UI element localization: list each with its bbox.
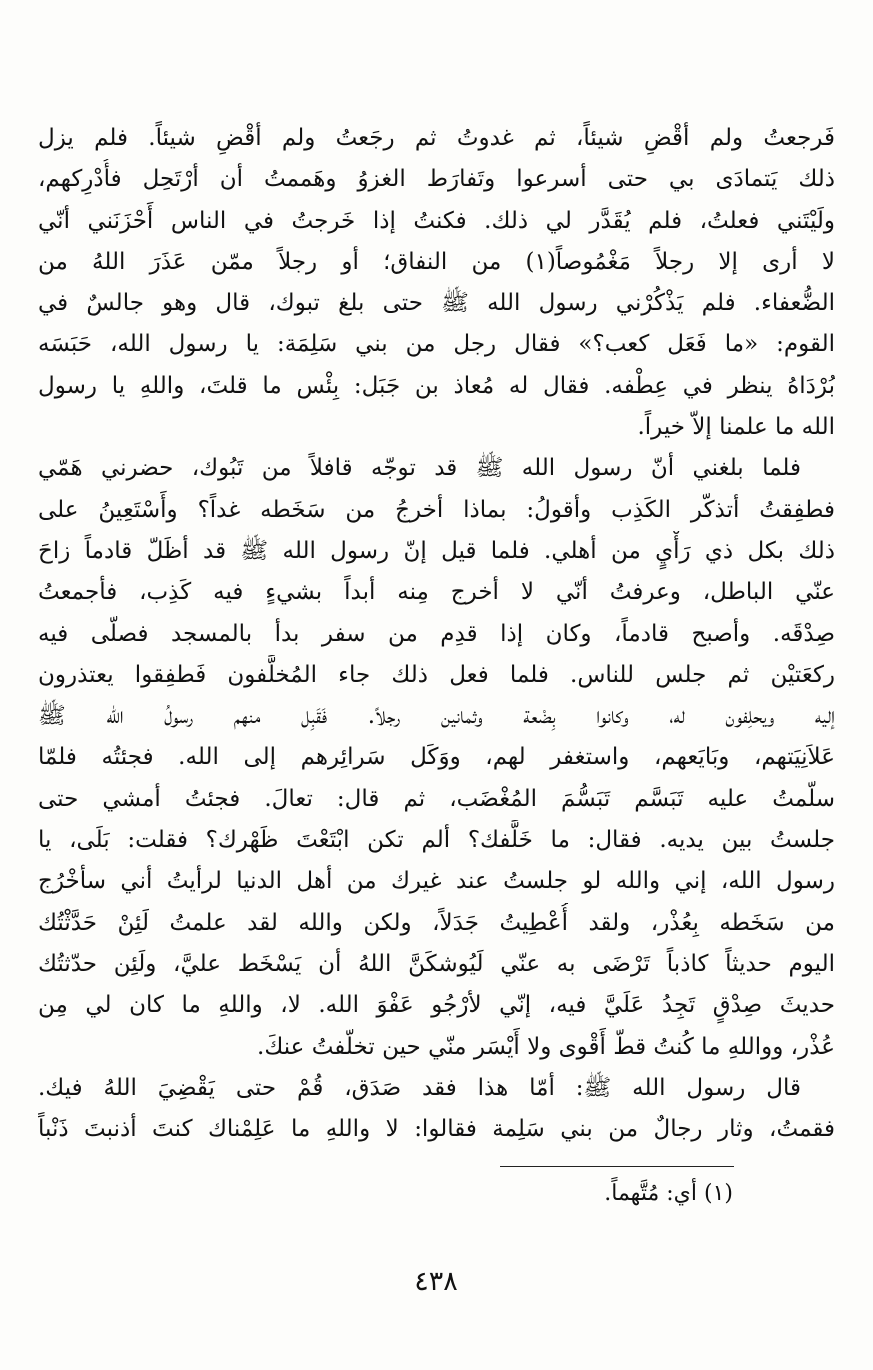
text-line: الضُّعفاء. فلم يَذْكُرْني رسول الله ﷺ حتى بلغ تبوك، قال وهو جالسٌ في [38,290,835,317]
text-line: عنّي الباطل، وعرفتُ أنّي لا أخرج مِنه أبداً بشيءٍ فيه كَذِب، فأجمعتُ [38,579,835,606]
text-line: اليوم حديثاً كاذباً تَرْضَى به عنّي لَيُوشكَنَّ اللهُ أن يَسْخَط عليَّ، ولَئِن حدّثتُك [38,950,835,977]
text-line: جلستُ بين يديه. فقال: ما خَلَّفك؟ ألم تكن ابْتَعْتَ ظَهْرك؟ فقلت: بَلَى، يا [38,827,835,854]
text-line: إليه ويحلِفون له، وكانوا بِضْعة وثمانين رجلاً. فَقَبِل منهم رسولُ الله ﷺ [38,703,835,730]
text-line: بُرْدَاهُ ينظر في عِطْفه. فقال له مُعاذ بن جَبَل: بِئْس ما قلتَ، واللهِ يا رسول [38,372,835,399]
text-line: صِدْقَه. وأصبح قادماً، وكان إذا قدِم من سفر بدأ بالمسجد فصلّى فيه [38,620,835,647]
text-line: رسول الله، إني والله لو جلستُ عند غيرك من أهل الدنيا لرأيتُ أني سأخْرُج [38,868,835,895]
footnote-separator [500,1166,734,1167]
text-line: القوم: «ما فَعَل كعب؟» فقال رجل من بني سَلِمَة: يا رسول الله، حَبَسَه [38,331,835,358]
footnote-marker: (١) [703,1181,733,1206]
text-line: قال رسول الله ﷺ: أمّا هذا فقد صَدَق، قُمْ حتى يَقْضِيَ اللهُ فيك. [38,1074,801,1101]
text-line: ذلك يَتمادَى بي حتى أسرعوا وتَفارَط الغزوُ وهَممتُ أن أرْتَحِل فأُدْرِكهم، [38,166,835,193]
text-line: ركعَتيْن ثم جلس للناس. فلما فعل ذلك جاء المُخلَّفون فَطفِقوا يعتذرون [38,661,835,688]
footnote [433,1177,733,1211]
footnote-text: أي: مُتَّهماً. [604,1181,697,1206]
text-line: عُذْر، وواللهِ ما كُنتُ قطّ أَقْوى ولا أَيْسَر منّي حين تخلّفتُ عنكَ. [257,1033,835,1060]
text-line: فطفِقتُ أتذكّر الكَذِب وأقولُ: بماذا أخرجُ من سَخَطه غداً؟ وأَسْتَعِينُ على [38,496,835,523]
text-line: لا أرى إلا رجلاً مَغْمُوصاً(١) من النفاق؛ أو رجلاً ممّن عَذَرَ اللهُ من [38,248,835,275]
text-line: سلّمتُ عليه تَبَسَّم تَبَسُّمَ المُغْضَب، ثم قال: تعالَ. فجئتُ أمشي حتى [38,785,835,812]
text-line: فلما بلغني أنّ رسول الله ﷺ قد توجّه قافلاً من تَبُوك، حضرني هَمّي [38,455,801,482]
text-line: فقمتُ، وثار رجالٌ من بني سَلِمة فقالوا: لا واللهِ ما عَلِمْناك كنتَ أذنبتَ ذَنْباً [38,1116,835,1143]
text-line: من سَخَطه بِعُذْر، ولقد أُعْطِيتُ جَدَلاً، ولكن والله لقد علمتُ لَئِنْ حَدَّثْتُك [38,909,835,936]
text-line: الله ما علمنا إلاّ خيراً. [637,414,835,441]
text-line: عَلاَنِيَتهم، وبَايَعهم، واستغفر لهم، ووَكَل سَرائِرهم إلى الله. فجئتُه فلمّا [38,744,835,771]
text-line: ذلك بكل ذي رَأْيٍ من أهلي. فلما قيل إنّ رسول الله ﷺ قد أظَلّ قادماً زاحَ [38,537,835,564]
body-text [38,118,835,1150]
text-line: حديثَ صِدْقٍ تَجِدُ عَلَيَّ فيه، إنّي لأرْجُو عَفْوَ الله. لا، واللهِ ما كان لي مِن [38,992,835,1019]
page-number: ٤٣٨ [414,1266,458,1297]
text-line: ولَيْتَني فعلتُ، فلم يُقَدَّر لي ذلك. فكنتُ إذا خَرجتُ في الناس أَحْزَنَني أنّي [38,207,835,234]
text-line: فَرجعتُ ولم أقْضِ شيئاً، ثم غدوتُ ثم رجَعتُ ولم أقْضِ شيئاً. فلم يزل [38,125,835,151]
